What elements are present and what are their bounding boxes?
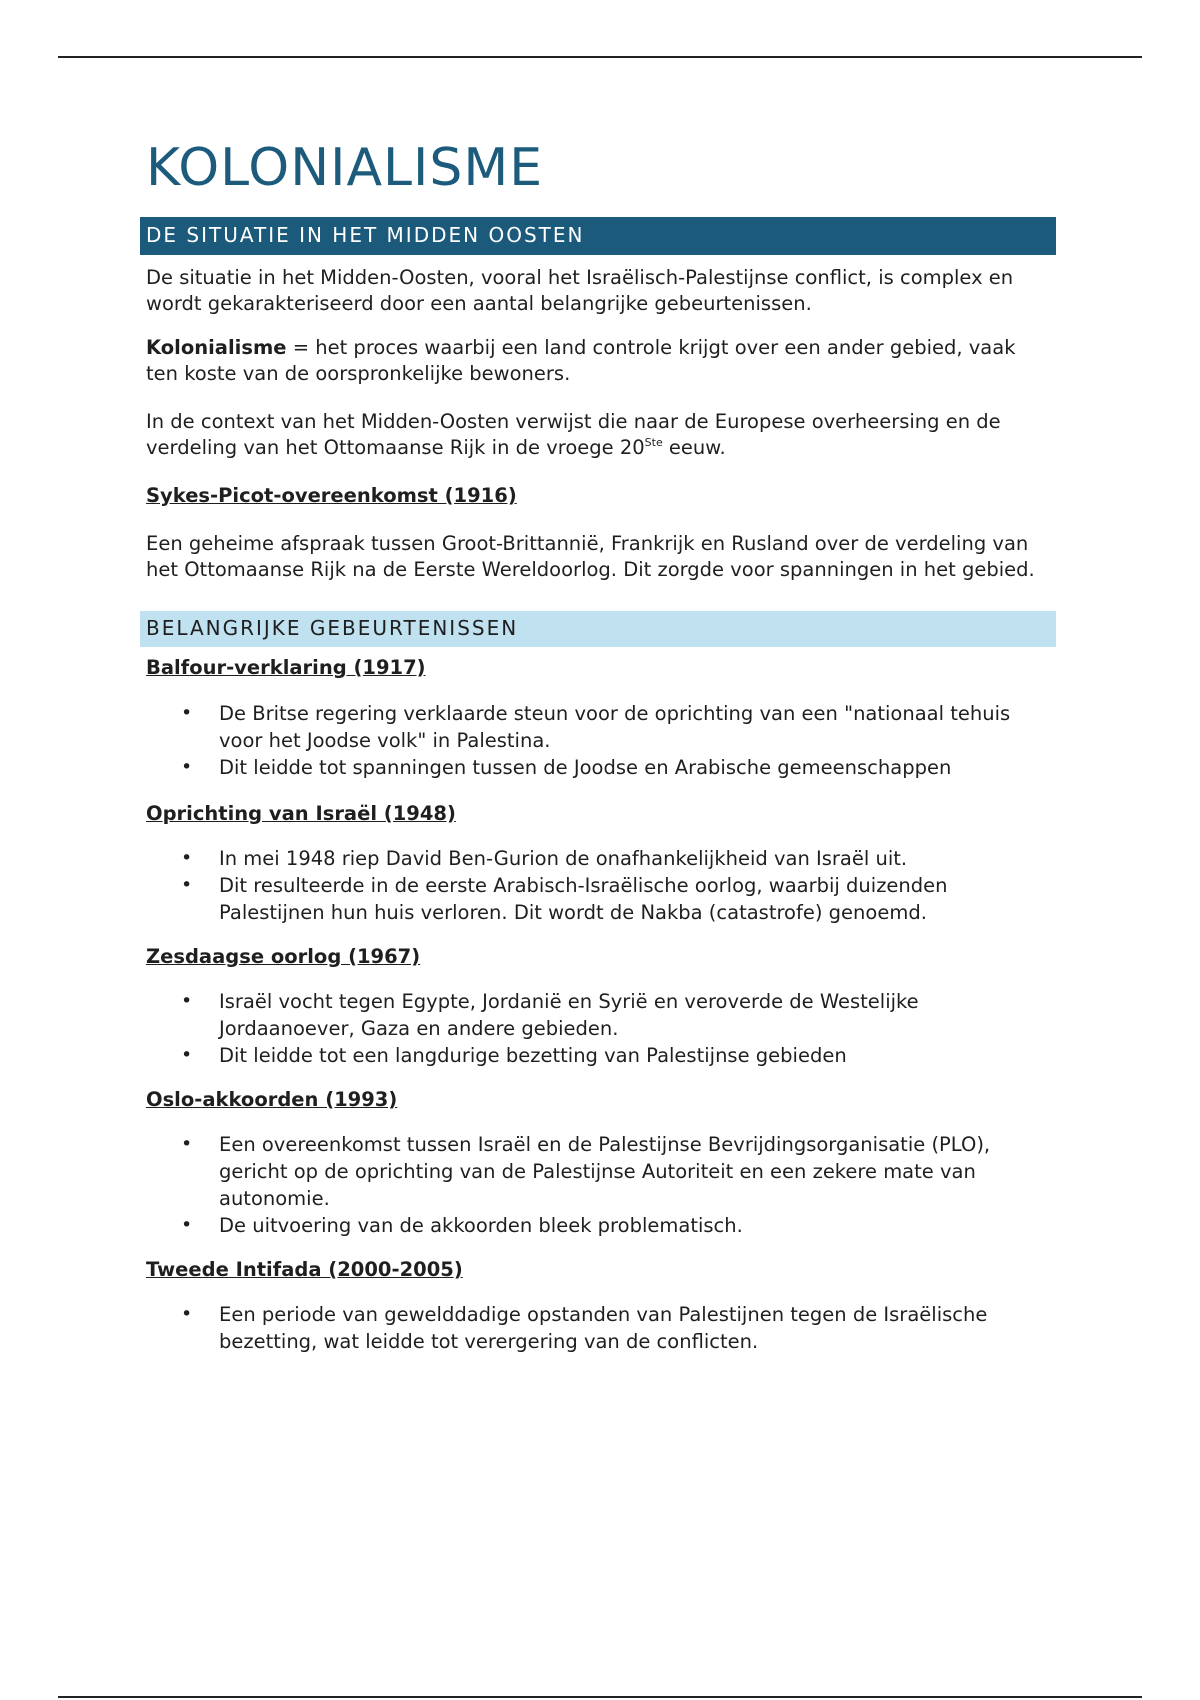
context-end: eeuw. (662, 436, 726, 460)
event-heading: Oslo-akkoorden (1993) (146, 1088, 398, 1112)
event-heading: Balfour-verklaring (1917) (146, 656, 426, 680)
list-item: • De Britse regering verklaarde steun voor de oprichting van een "nationaal tehuis voor het Joodse volk" in Palestina. (146, 700, 1046, 754)
event-bullet-list (146, 700, 1046, 781)
section-heading-situatie: DE SITUATIE IN HET MIDDEN OOSTEN (140, 217, 1056, 255)
event-heading: Tweede Intifada (2000-2005) (146, 1258, 463, 1282)
document-body (146, 140, 1046, 1355)
list-item: • Dit resulteerde in de eerste Arabisch-Israëlische oorlog, waarbij duizenden Palestijnen hun huis verloren. Dit wordt de Nakba (catastrofe) genoemd. (146, 872, 1046, 926)
sykes-picot-heading: Sykes-Picot-overeenkomst (1916) (146, 484, 517, 508)
list-item: • Een overeenkomst tussen Israël en de Palestijnse Bevrijdingsorganisatie (PLO), gericht op de oprichting van de Palestijnse Autoriteit en een zekere mate van autonomie. (146, 1131, 1046, 1212)
list-item: • Dit leidde tot een langdurige bezetting van Palestijnse gebieden (146, 1042, 1046, 1069)
list-item: • In mei 1948 riep David Ben-Gurion de onafhankelijkheid van Israël uit. (146, 845, 1046, 872)
event-bullet-list (146, 1301, 1046, 1355)
section-heading-gebeurtenissen: BELANGRIJKE GEBEURTENISSEN (140, 611, 1056, 647)
intro-paragraph: De situatie in het Midden-Oosten, vooral het Israëlisch-Palestijnse conflict, is complex en wordt gekarakteriseerd door een aantal belangrijke gebeurtenissen. (146, 266, 1014, 316)
definition-text: = het proces waarbij een land controle krijgt over een ander gebied, vaak ten koste van de oorspronkelijke bewoners. (146, 336, 1016, 386)
event-bullet-list (146, 845, 1046, 926)
context-superscript: Ste (644, 436, 663, 450)
list-item: • Dit leidde tot spanningen tussen de Joodse en Arabische gemeenschappen (146, 754, 1046, 781)
event-heading: Zesdaagse oorlog (1967) (146, 945, 421, 969)
list-item: • Israël vocht tegen Egypte, Jordanië en Syrië en veroverde de Westelijke Jordaanoever, Gaza en andere gebieden. (146, 988, 1046, 1042)
definition-term: Kolonialisme (146, 336, 287, 360)
definition-paragraph (146, 335, 1046, 387)
page-title: KOLONIALISME (146, 138, 544, 198)
top-rule (58, 56, 1142, 58)
bottom-rule (58, 1696, 1142, 1698)
event-heading: Oprichting van Israël (1948) (146, 802, 456, 826)
event-bullet-list (146, 988, 1046, 1069)
event-bullet-list (146, 1131, 1046, 1239)
sykes-picot-paragraph: Een geheime afspraak tussen Groot-Brittannië, Frankrijk en Rusland over de verdeling van het Ottomaanse Rijk na de Eerste Wereldoorlog. Dit zorgde voor spanningen in het gebied. (146, 532, 1035, 582)
context-paragraph (146, 409, 1046, 461)
list-item: • De uitvoering van de akkoorden bleek problematisch. (146, 1212, 1046, 1239)
context-text: In de context van het Midden-Oosten verwijst die naar de Europese overheersing en de verdeling van het Ottomaanse Rijk in de vroege 20 (146, 410, 1001, 460)
list-item: • Een periode van gewelddadige opstanden van Palestijnen tegen de Israëlische bezetting, wat leidde tot verergering van de conflicten. (146, 1301, 1046, 1355)
